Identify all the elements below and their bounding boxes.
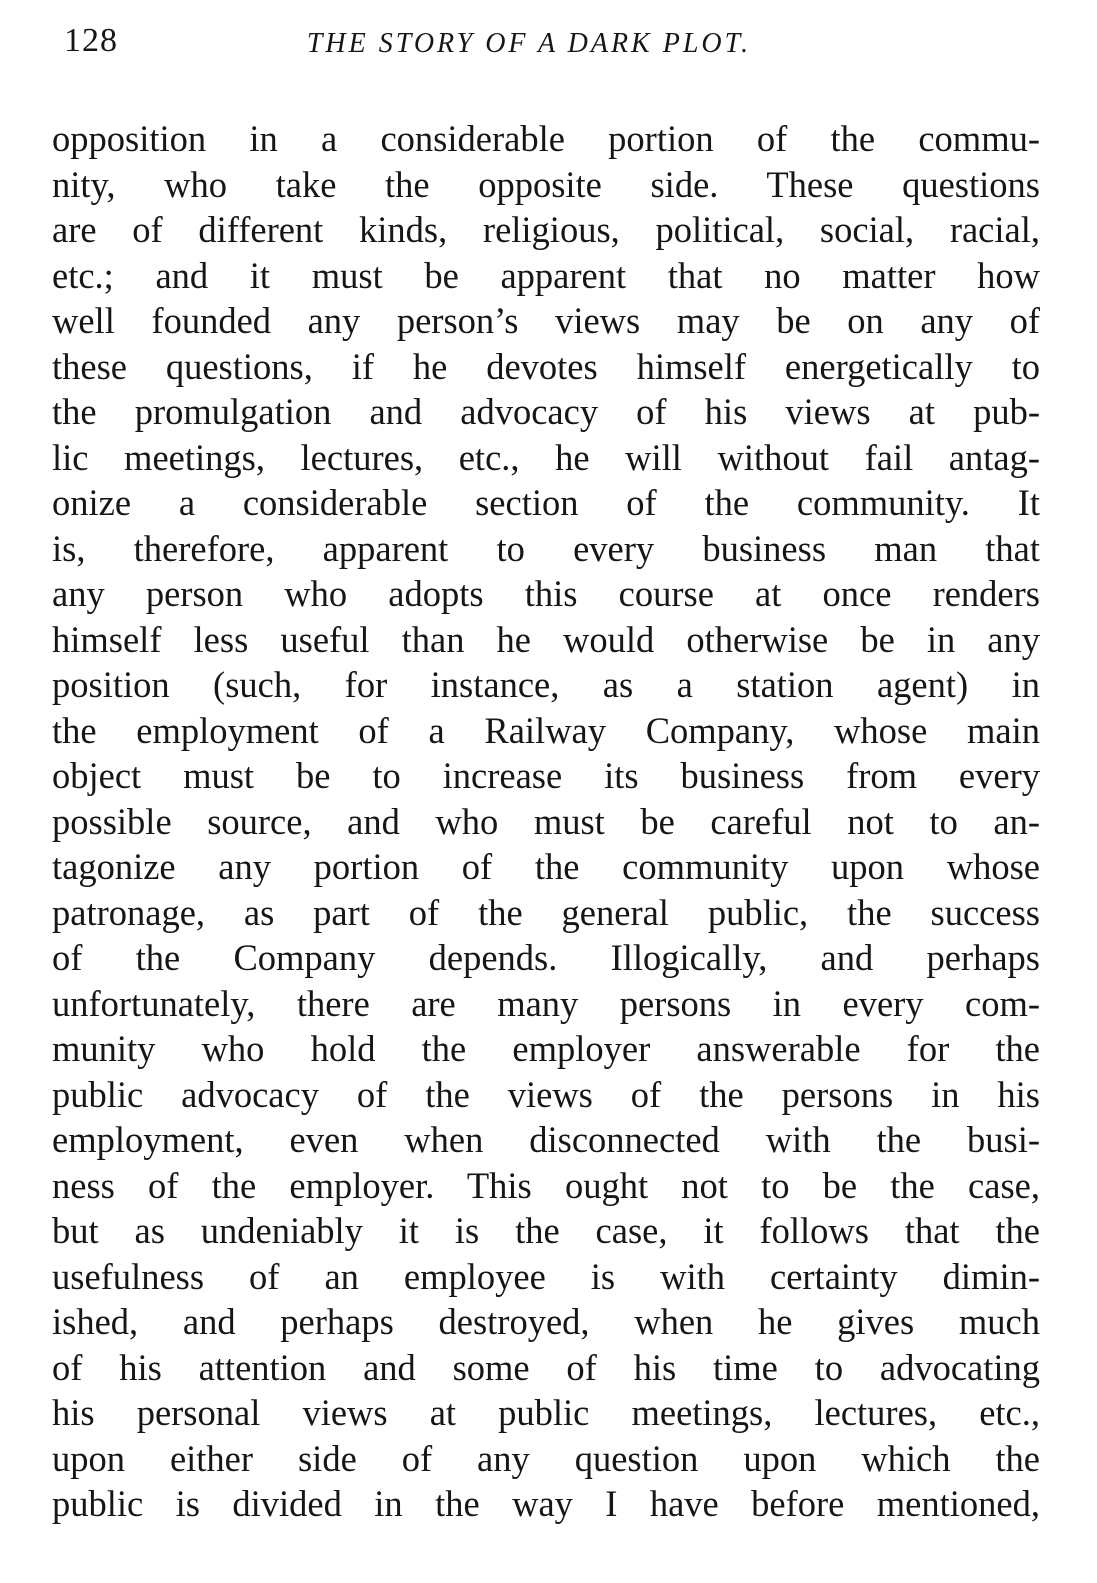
text-line: of the Company depends. Illogically, and perhaps <box>52 937 1040 978</box>
text-line: usefulness of an employee is with certainty dimin- <box>52 1255 1040 1297</box>
text-line: the employment of a Railway Company, whose main <box>52 709 1040 751</box>
text-line: public is divided in the way I have before mentioned, <box>52 1483 1040 1524</box>
text-line: upon either side of any question upon which the <box>52 1437 1040 1479</box>
text-line: are of different kinds, religious, political, social, racial, <box>52 209 1040 250</box>
text-line: well founded any person’s views may be on any of <box>52 300 1040 341</box>
text-line: object must be to increase its business from every <box>52 755 1040 796</box>
text-line: ished, and perhaps destroyed, when he gives much <box>52 1301 1040 1342</box>
text-line: munity who hold the employer answerable for the <box>52 1028 1040 1069</box>
text-line: patronage, as part of the general public, the success <box>52 891 1040 933</box>
text-line: these questions, if he devotes himself energetically to <box>52 345 1040 387</box>
text-line: but as undeniably it is the case, it follows that the <box>52 1210 1040 1251</box>
text-line: possible source, and who must be careful not to an- <box>52 800 1040 842</box>
running-title: THE STORY OF A DARK PLOT. <box>306 28 752 59</box>
text-line: any person who adopts this course at once renders <box>52 573 1040 614</box>
text-line: of his attention and some of his time to advocating <box>52 1346 1040 1388</box>
text-line: etc.; and it must be apparent that no matter how <box>52 254 1040 296</box>
text-line: tagonize any portion of the community upon whose <box>52 846 1040 887</box>
text-line: himself less useful than he would otherwise be in any <box>52 618 1040 660</box>
text-line: lic meetings, lectures, etc., he will without fail antag- <box>52 436 1040 478</box>
page-number: 128 <box>64 22 118 59</box>
text-line: onize a considerable section of the community. It <box>52 482 1040 523</box>
text-line: position (such, for instance, as a station agent) in <box>52 664 1040 705</box>
text-line: unfortunately, there are many persons in every com- <box>52 982 1040 1024</box>
text-line: is, therefore, apparent to every business man that <box>52 527 1040 569</box>
body-text <box>52 116 1040 1527</box>
text-line: his personal views at public meetings, lectures, etc., <box>52 1392 1040 1433</box>
text-line: public advocacy of the views of the persons in his <box>52 1073 1040 1115</box>
text-line: nity, who take the opposite side. These questions <box>52 163 1040 205</box>
text-line: employment, even when disconnected with the busi- <box>52 1119 1040 1160</box>
running-head <box>64 22 1054 72</box>
text-line: ness of the employer. This ought not to be the case, <box>52 1164 1040 1206</box>
text-line: the promulgation and advocacy of his views at pub- <box>52 391 1040 432</box>
text-line: opposition in a considerable portion of the commu- <box>52 118 1040 159</box>
